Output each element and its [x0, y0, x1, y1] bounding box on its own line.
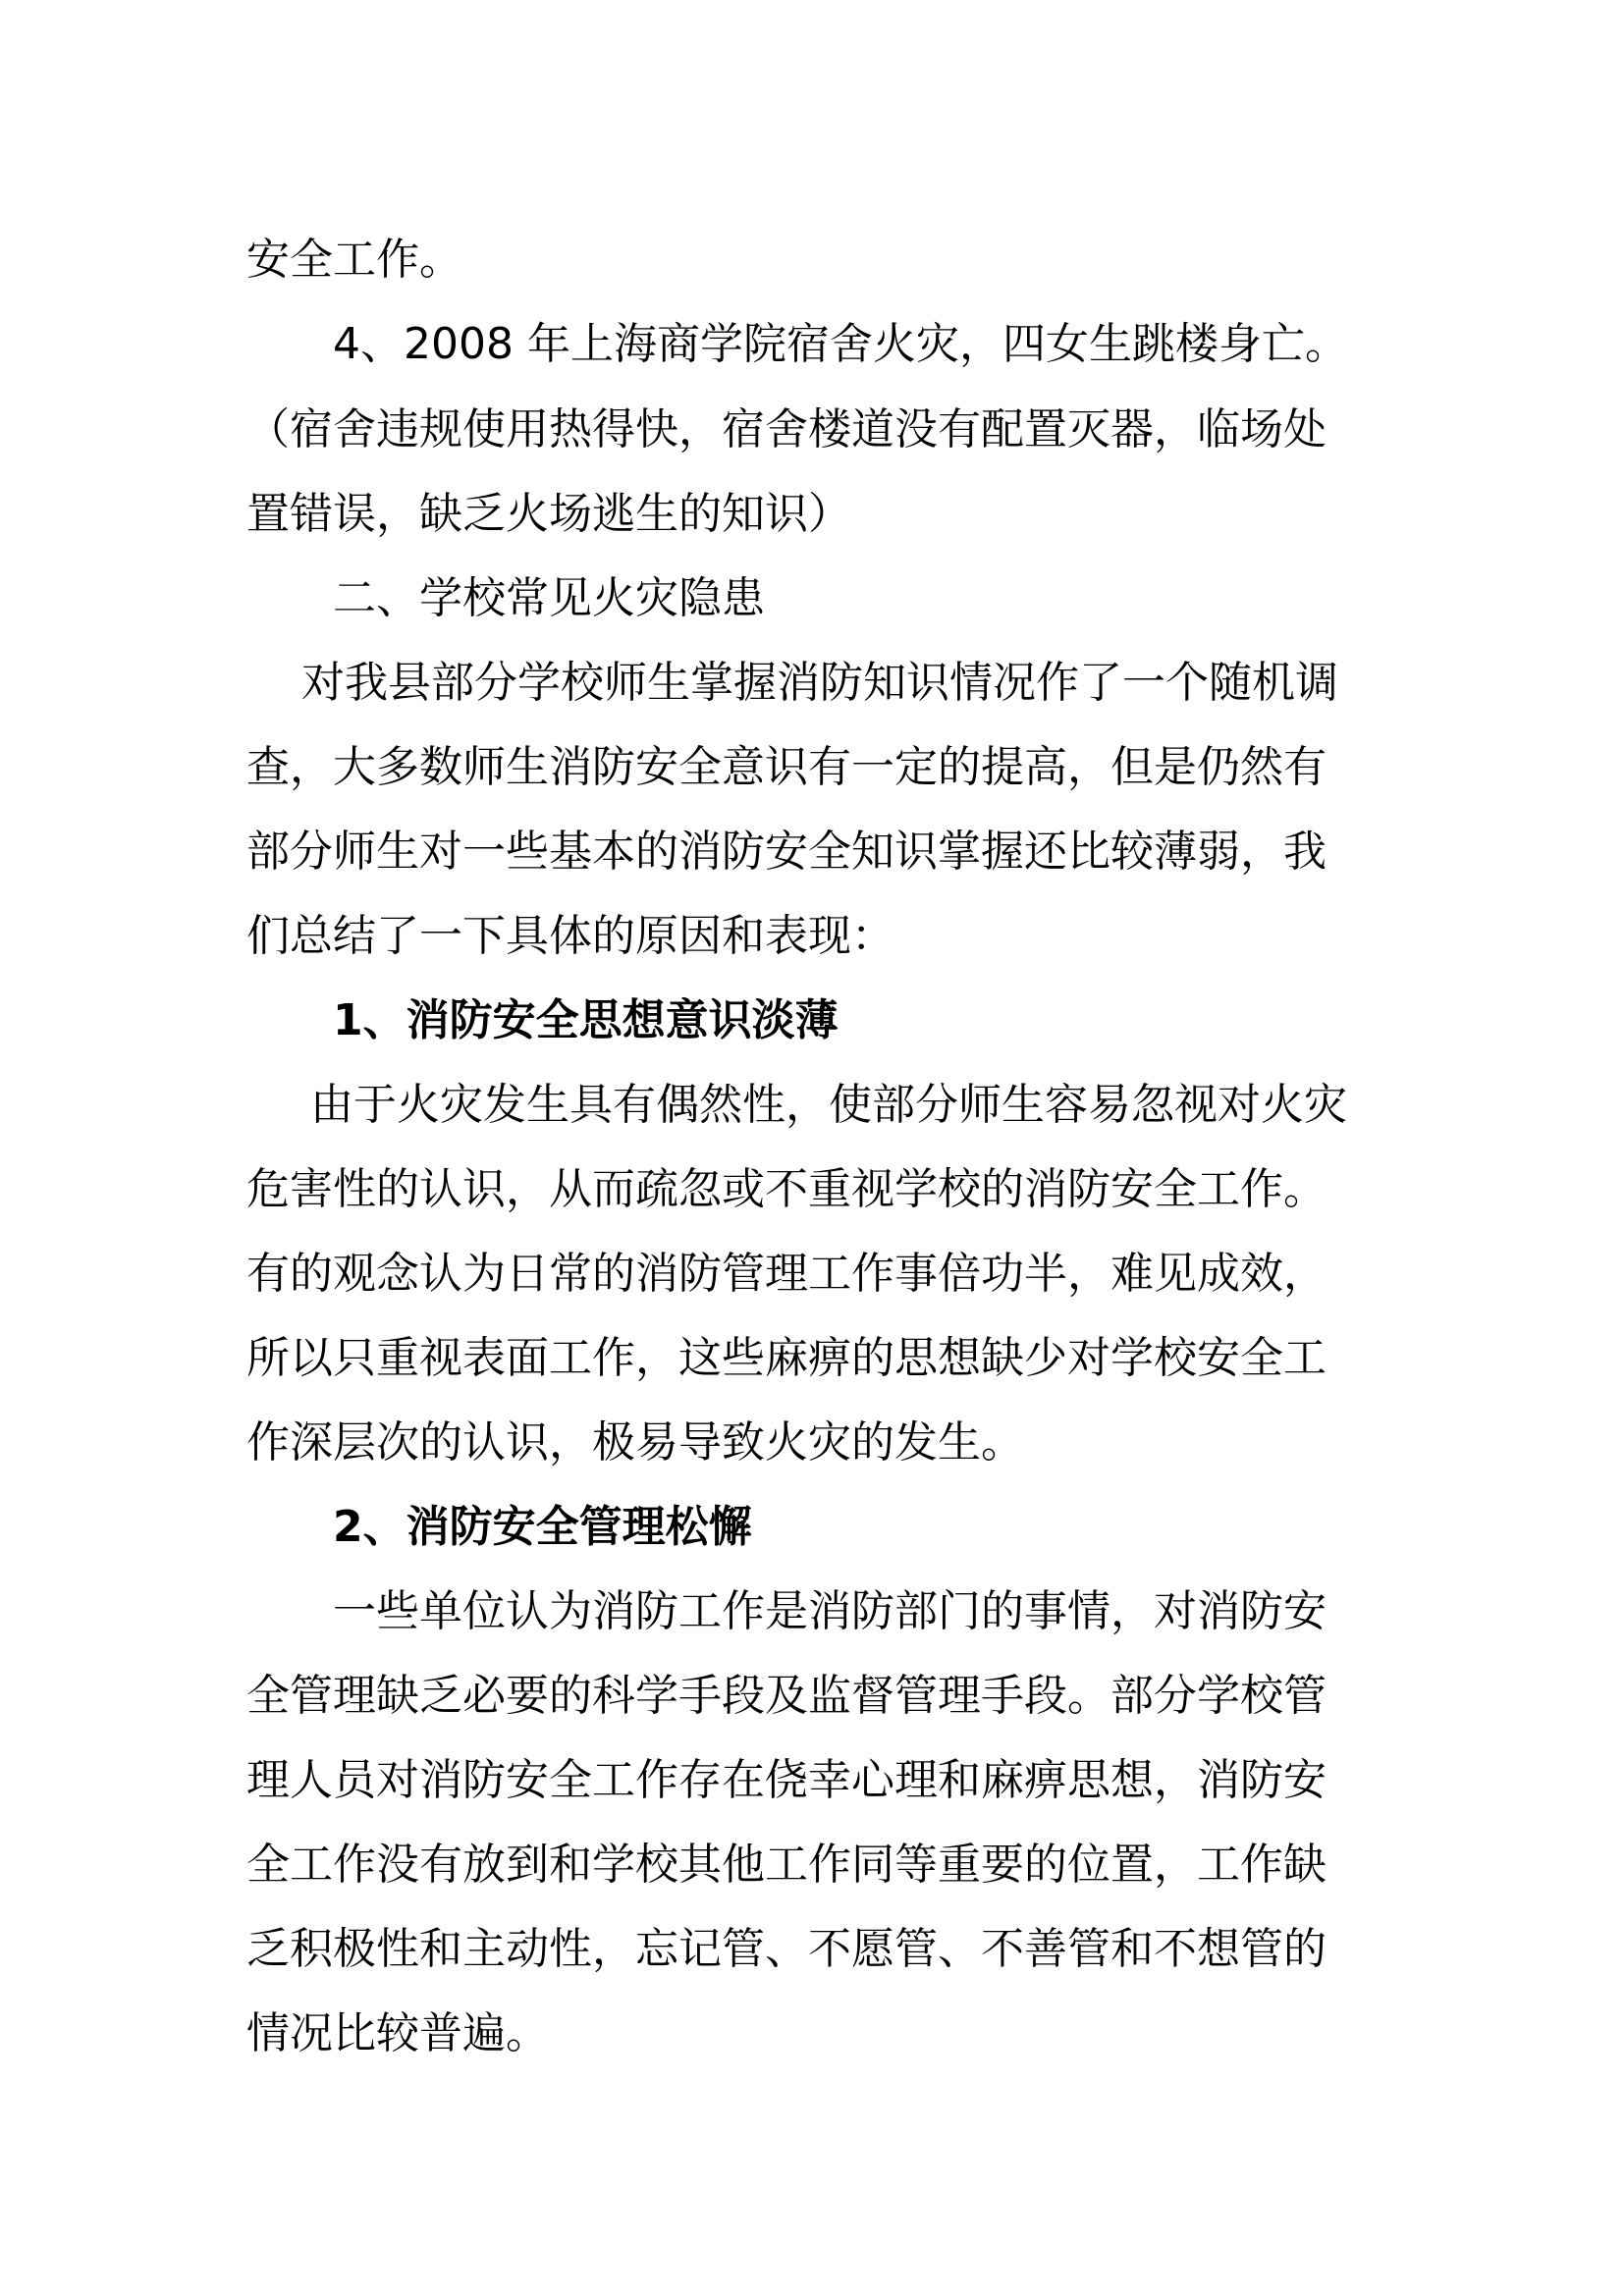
management-paragraph-line-4: 全工作没有放到和学校其他工作同等重要的位置，工作缺 [246, 1840, 1326, 1890]
awareness-paragraph-line-3: 有的观念认为日常的消防管理工作事倍功半，难见成效， [246, 1249, 1326, 1299]
management-paragraph-line-1: 一些单位认为消防工作是消防部门的事情，对消防安 [333, 1586, 1326, 1636]
subheading-1: 1、消防安全思想意识淡薄 [333, 995, 839, 1045]
survey-paragraph-line-3: 部分师生对一些基本的消防安全知识掌握还比较薄弱，我 [246, 827, 1326, 877]
survey-paragraph-line-4: 们总结了一下具体的原因和表现： [246, 911, 894, 961]
management-paragraph-line-3: 理人员对消防安全工作存在侥幸心理和麻痹思想，消防安 [246, 1755, 1326, 1805]
survey-paragraph-line-1: 对我县部分学校师生掌握消防知识情况作了一个随机调 [301, 658, 1338, 708]
text-line-continuation: 安全工作。 [246, 235, 462, 285]
case-4-line: 4、2008 年上海商学院宿舍火灾，四女生跳楼身亡。 [333, 319, 1348, 369]
awareness-paragraph-line-5: 作深层次的认识，极易导致火灾的发生。 [246, 1417, 1024, 1468]
management-paragraph-line-5: 乏积极性和主动性，忘记管、不愿管、不善管和不想管的 [246, 1924, 1326, 1974]
management-paragraph-line-2: 全管理缺乏必要的科学手段及监督管理手段。部分学校管 [246, 1671, 1326, 1721]
survey-paragraph-line-2: 查，大多数师生消防安全意识有一定的提高，但是仍然有 [246, 742, 1326, 792]
awareness-paragraph-line-2: 危害性的认识，从而疏忽或不重视学校的消防安全工作。 [246, 1164, 1326, 1214]
awareness-paragraph-line-4: 所以只重视表面工作，这些麻痹的思想缺少对学校安全工 [246, 1333, 1326, 1383]
section-heading-2: 二、学校常见火灾隐患 [333, 573, 765, 623]
subheading-2: 2、消防安全管理松懈 [333, 1502, 752, 1552]
case-4-cause-line-2: 置错误，缺乏火场逃生的知识） [246, 489, 851, 539]
case-4-cause-line-1: （宿舍违规使用热得快，宿舍楼道没有配置灭器，临场处 [246, 404, 1326, 454]
awareness-paragraph-line-1: 由于火灾发生具有偶然性，使部分师生容易忽视对火灾 [310, 1080, 1347, 1130]
management-paragraph-line-6: 情况比较普遍。 [246, 2008, 549, 2058]
